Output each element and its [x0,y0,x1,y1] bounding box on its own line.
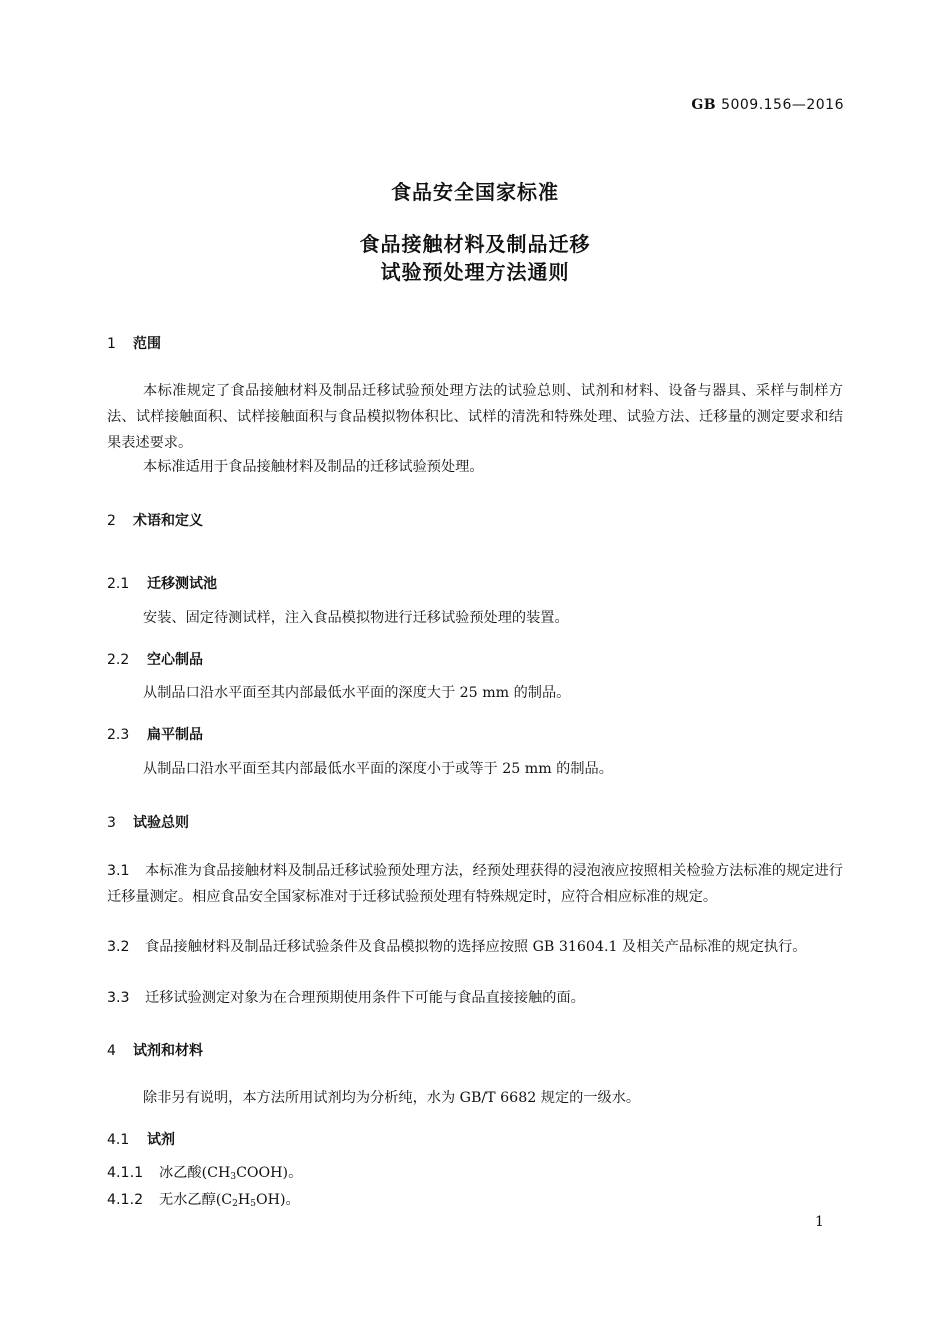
clause-3-1: 3.1 本标准为食品接触材料及制品迁移试验预处理方法，经预处理获得的浸泡液应按照相关检验方法标准的规定进行迁移量测定。相应食品安全国家标准对于迁移试验预处理有特殊规定时，应符合相应标准的规定。 [107,863,843,905]
definition-2-2-heading: 2.2 空心制品 [107,652,203,668]
section-1-paragraph-2: 本标准适用于食品接触材料及制品的迁移试验预处理。 [143,459,484,475]
clause-3-3: 3.3 迁移试验测定对象为在合理预期使用条件下可能与食品直接接触的面。 [107,990,585,1006]
section-3-heading: 3 试验总则 [107,815,189,831]
reagent-4-1-2: 4.1.2 无水乙醇$(C_2H_5OH)$。 [107,1192,300,1209]
page-number: 1 [815,1214,824,1230]
definition-2-3-text: 从制品口沿水平面至其内部最低水平面的深度小于或等于 25 mm 的制品。 [143,761,613,777]
section-1-paragraph-1: 本标准规定了食品接触材料及制品迁移试验预处理方法的试验总则、试剂和材料、设备与器具、采样与制样方法、试样接触面积、试样接触面积与食品模拟物体积比、试样的清洗和特殊处理、试验方法、迁移量的测定要求和结果表述要求。 [107,383,843,451]
standard-code: GB 5009.156—2016 [691,97,844,113]
definition-2-2-text: 从制品口沿水平面至其内部最低水平面的深度大于 25 mm 的制品。 [143,685,571,701]
section-4-heading: 4 试剂和材料 [107,1043,203,1059]
section-4-intro: 除非另有说明，本方法所用试剂均为分析纯，水为 GB/T 6682 规定的一级水。 [143,1090,641,1106]
clause-3-2: 3.2 食品接触材料及制品迁移试验条件及食品模拟物的选择应按照 GB 31604.1 及相关产品标准的规定执行。 [107,939,807,955]
document-title-2: 食品接触材料及制品迁移 [359,232,591,256]
document-title-3: 试验预处理方法通则 [380,260,570,284]
definition-2-3-heading: 2.3 扁平制品 [107,727,203,743]
document-title-1: 食品安全国家标准 [391,180,559,204]
reagent-4-1-1: 4.1.1 冰乙酸$(CH_3COOH)$。 [107,1165,303,1182]
definition-2-1-heading: 2.1 迁移测试池 [107,576,217,592]
subsection-4-1-heading: 4.1 试剂 [107,1132,175,1148]
section-2-heading: 2 术语和定义 [107,513,203,529]
section-1-heading: 1 范围 [107,336,161,352]
definition-2-1-text: 安装、固定待测试样，注入食品模拟物进行迁移试验预处理的装置。 [143,610,569,626]
